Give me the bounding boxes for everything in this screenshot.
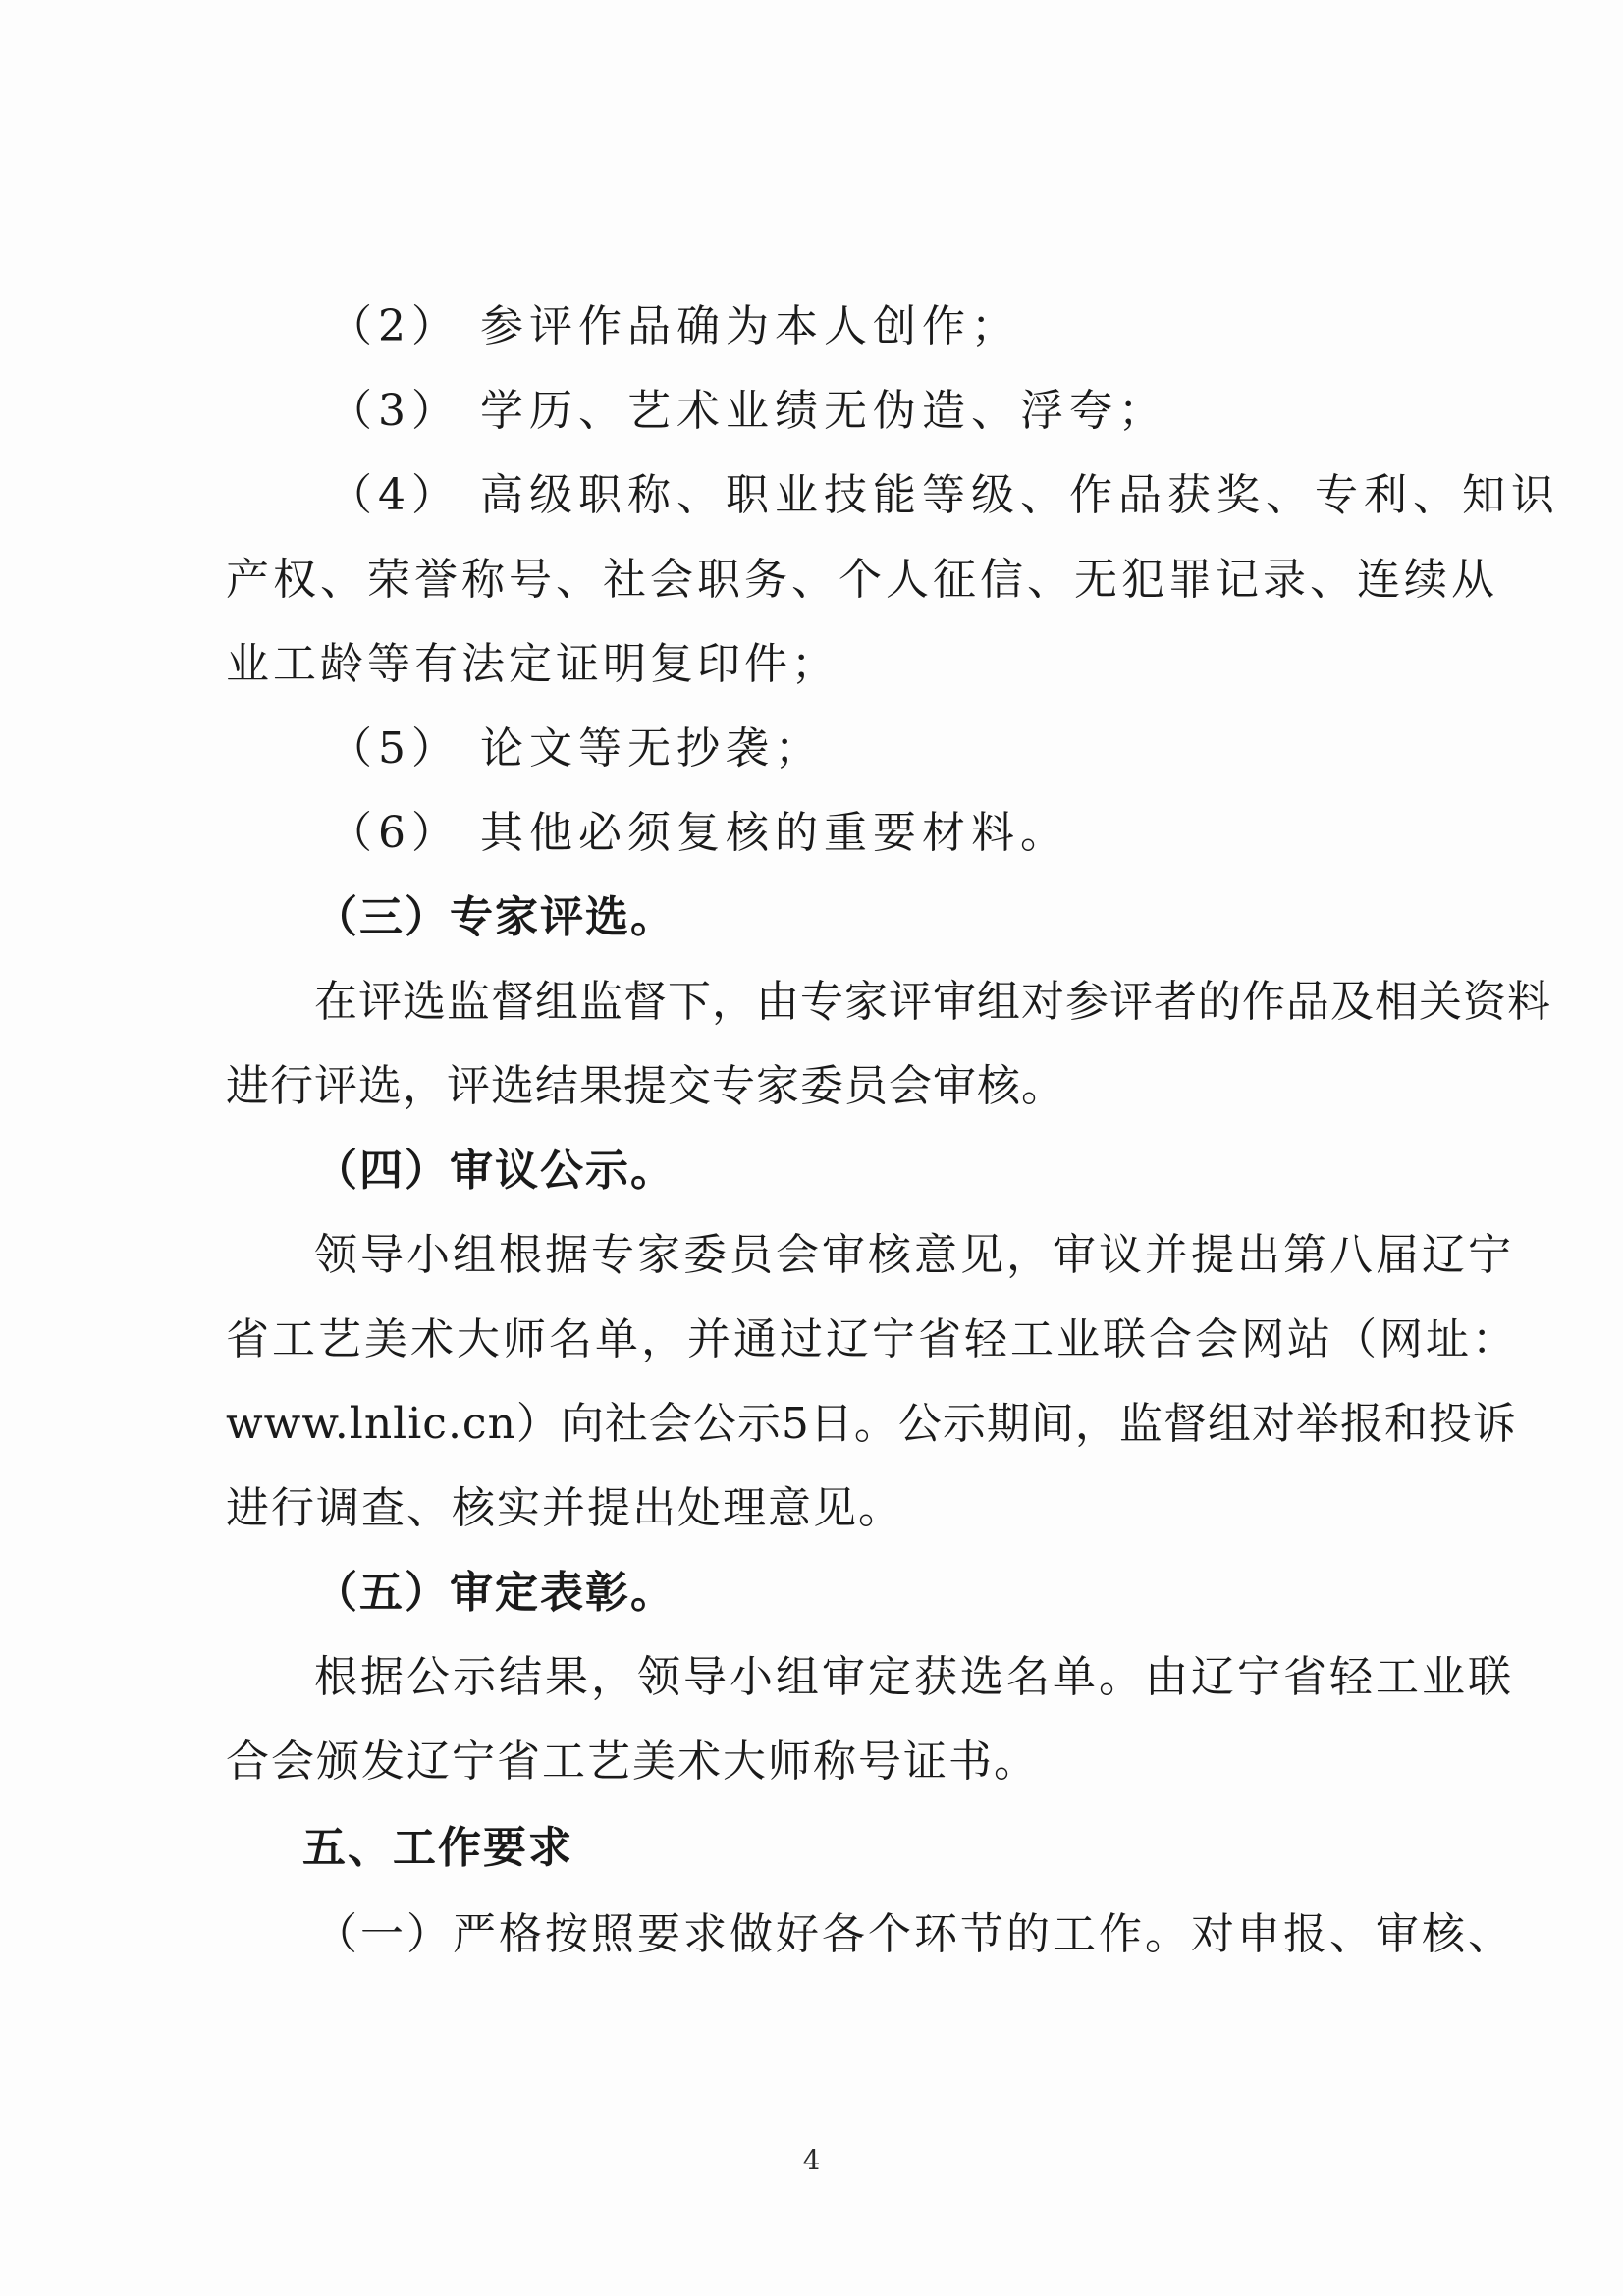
- paragraph-line: 在评选监督组监督下，由专家评审组对参评者的作品及相关资料: [314, 977, 1551, 1027]
- list-item-text: （6） 其他必须复核的重要材料。: [329, 808, 1069, 858]
- list-item-2: [0, 283, 1623, 371]
- paragraph-2-line-4: [0, 1465, 1623, 1553]
- paragraph-line: www.lnlic.cn）向社会公示5日。公示期间，监督组对举报和投诉: [226, 1399, 1517, 1449]
- subheading-approval-commendation: [0, 1549, 1623, 1637]
- paragraph-2-line-1: [0, 1211, 1623, 1300]
- paragraph-1-line-1: [0, 958, 1623, 1046]
- subheading-review-publicity: [0, 1127, 1623, 1215]
- list-item-6: [0, 789, 1623, 878]
- paragraph-4-line-1: [0, 1891, 1623, 1979]
- section-heading-work-requirements: [0, 1804, 1623, 1893]
- paragraph-3-line-2: [0, 1718, 1623, 1806]
- list-item-4-line-3: [0, 620, 1623, 709]
- page-number: 4: [802, 2144, 821, 2176]
- list-item-text: （3） 学历、艺术业绩无伪造、浮夸；: [329, 386, 1167, 436]
- paragraph-line: 领导小组根据专家委员会审核意见，审议并提出第八届辽宁: [314, 1230, 1514, 1280]
- paragraph-line: （一）严格按照要求做好各个环节的工作。对申报、审核、: [314, 1909, 1514, 1959]
- paragraph-1-line-2: [0, 1042, 1623, 1131]
- list-item-3: [0, 367, 1623, 455]
- paragraph-line: 进行调查、核实并提出处理意见。: [226, 1483, 903, 1533]
- subheading-expert-selection: [0, 874, 1623, 962]
- paragraph-line: 产权、荣誉称号、社会职务、个人征信、无犯罪记录、连续从: [226, 555, 1498, 605]
- list-item-text: （2） 参评作品确为本人创作；: [329, 301, 1020, 351]
- list-item-4-line-2: [0, 536, 1623, 624]
- paragraph-line: 省工艺美术大师名单，并通过辽宁省轻工业联合会网站（网址：: [226, 1314, 1518, 1364]
- paragraph-line: 根据公示结果，领导小组审定获选名单。由辽宁省轻工业联: [314, 1652, 1514, 1702]
- list-item-5: [0, 705, 1623, 793]
- paragraph-2-line-3: [0, 1380, 1623, 1468]
- paragraph-2-line-2: [0, 1296, 1623, 1384]
- paragraph-3-line-1: [0, 1633, 1623, 1722]
- paragraph-line: 合会颁发辽宁省工艺美术大师称号证书。: [226, 1736, 1039, 1787]
- subheading-text: （三）专家评选。: [314, 892, 676, 942]
- list-item-text: （4） 高级职称、职业技能等级、作品获奖、专利、知识: [329, 470, 1560, 520]
- list-item-text: （5） 论文等无抄袭；: [329, 723, 824, 774]
- subheading-text: （四）审议公示。: [314, 1146, 676, 1196]
- list-item-4-line-1: [0, 452, 1623, 540]
- paragraph-line: 进行评选，评选结果提交专家委员会审核。: [226, 1061, 1065, 1111]
- subheading-text: （五）审定表彰。: [314, 1568, 676, 1618]
- paragraph-line: 业工龄等有法定证明复印件；: [226, 639, 839, 689]
- section-heading-text: 五、工作要求: [302, 1823, 573, 1873]
